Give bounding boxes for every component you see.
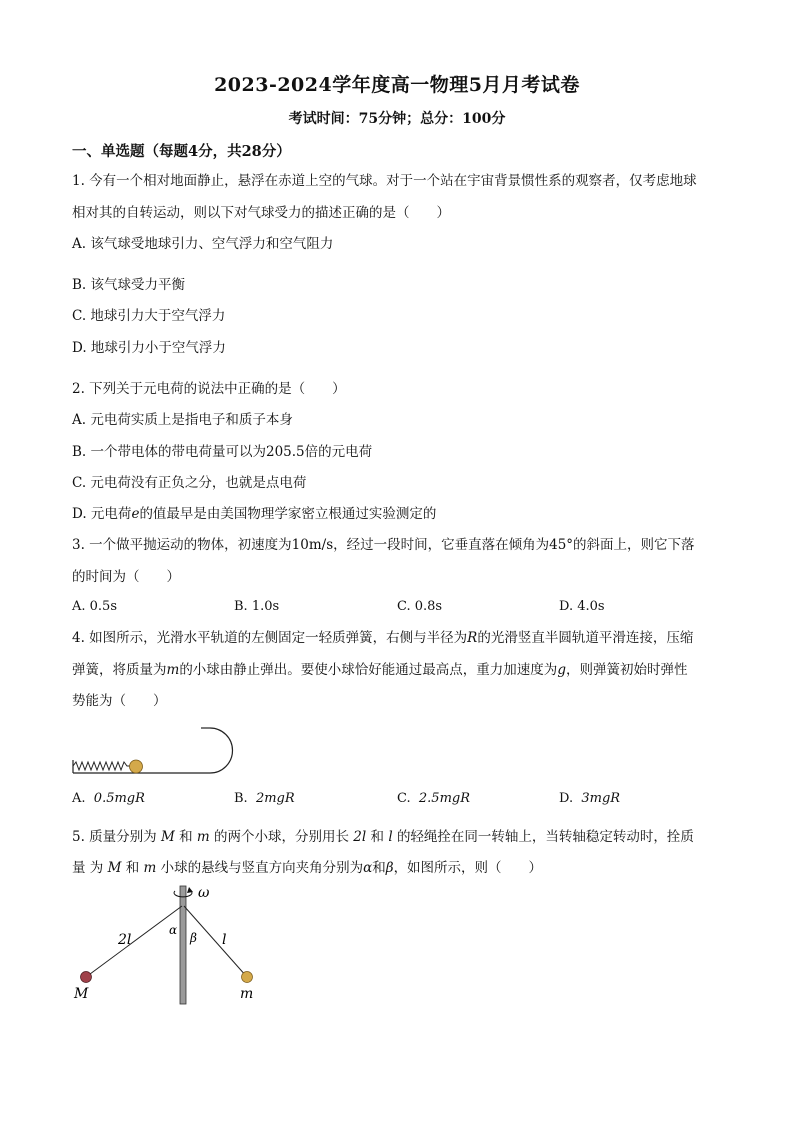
exam-info: 考试时间：75分钟；总分：100分	[288, 111, 506, 127]
ball-m	[242, 972, 253, 983]
page-title: 2023-2024学年度高一物理5月月考试卷	[214, 74, 580, 96]
q5-l1-post: 的轻绳拴在同一转轴上，当转轴稳定转动时，拴质	[396, 829, 694, 845]
rotation-axis-shaft	[180, 886, 186, 1004]
omega-label: ω	[198, 885, 210, 901]
rotation-arrowhead	[187, 887, 193, 893]
q2-stem: 2. 下列关于元电荷的说法中正确的是（ ）	[72, 381, 346, 397]
q5-l1-pre: 5. 质量分别为	[72, 829, 157, 845]
q5-l1-and: 和	[179, 829, 193, 845]
q4-line2-post: ，则弹簧初始时弹性	[565, 662, 688, 678]
label-M: M	[74, 986, 89, 1002]
label-alpha: α	[169, 923, 178, 937]
q5-l2-pre: 量 为	[72, 860, 104, 876]
q5-l2-and: 和	[125, 860, 140, 876]
q4-option-d-value: 3mgR	[581, 791, 621, 806]
string-long	[86, 906, 182, 977]
q2-option-d-post: 的值最早是由美国物理学家密立根通过实验测定的	[139, 506, 437, 522]
q1-stem-line1: 1. 今有一个相对地面静止，悬浮在赤道上空的气球。对于一个站在宇宙背景惯性系的观察者，仅考虑地球	[72, 173, 697, 189]
q5-l2-M: M	[107, 860, 122, 876]
q5-l1-2l: 2l	[353, 829, 367, 845]
q4-option-c	[397, 790, 470, 808]
semicircle-track	[210, 728, 233, 773]
label-l: l	[222, 932, 227, 948]
q4-stem-line2	[72, 661, 687, 679]
label-m: m	[240, 986, 254, 1002]
spring	[73, 762, 131, 770]
q4-option-c-label: C.	[397, 791, 411, 806]
q5-l2-m: m	[143, 860, 157, 876]
q4-line1-post: 的光滑竖直半圆轨道平滑连接，压缩	[477, 630, 694, 646]
q3-option-b: B. 1.0s	[234, 599, 280, 614]
q4-stem-line1	[72, 629, 693, 647]
q4-option-d-label: D.	[559, 791, 574, 806]
q2-option-d-var: e	[131, 506, 140, 522]
q1-option-c: C. 地球引力大于空气浮力	[72, 308, 226, 324]
q2-option-d-pre: D. 元电荷	[72, 506, 132, 522]
q5-figure-rotating-pendulums	[68, 880, 268, 1010]
q4-line2-var2: g	[557, 662, 566, 678]
q2-option-b: B. 一个带电体的带电荷量可以为205.5倍的元电荷	[72, 444, 373, 460]
q5-l2-beta: β	[385, 860, 394, 876]
q5-l2-post: ，如图所示，则（ ）	[393, 860, 543, 876]
label-beta: β	[190, 931, 197, 945]
q5-l1-l: l	[388, 829, 393, 845]
q4-stem-line3: 势能为（ ）	[72, 693, 167, 709]
ball	[130, 760, 143, 773]
q4-option-b	[234, 790, 295, 808]
label-2l: 2l	[118, 932, 132, 948]
q1-stem-line2: 相对其的自转运动，则以下对气球受力的描述正确的是（ ）	[72, 205, 450, 221]
q4-option-c-value: 2.5mgR	[418, 791, 471, 806]
q3-option-c: C. 0.8s	[397, 599, 443, 614]
q2-option-a: A. 元电荷实质上是指电子和质子本身	[72, 412, 293, 428]
q5-l1-m: m	[196, 829, 210, 845]
q5-stem-line1	[72, 828, 694, 846]
q5-l2-alpha: α	[363, 860, 373, 876]
ball-M	[81, 972, 92, 983]
q4-option-b-value: 2mgR	[255, 791, 295, 806]
q1-option-b: B. 该气球受力平衡	[72, 277, 186, 293]
q1-option-d: D. 地球引力小于空气浮力	[72, 340, 226, 356]
q4-line1-var: R	[467, 630, 478, 646]
q4-line1-pre: 4. 如图所示，光滑水平轨道的左侧固定一轻质弹簧，右侧与半径为	[72, 630, 468, 646]
q5-l1-M: M	[160, 829, 175, 845]
q2-option-d	[72, 505, 436, 523]
q3-option-d: D. 4.0s	[559, 599, 605, 614]
q3-stem-line2: 的时间为（ ）	[72, 569, 180, 585]
q1-option-a: A. 该气球受地球引力、空气浮力和空气阻力	[72, 236, 334, 252]
q2-option-c: C. 元电荷没有正负之分，也就是点电荷	[72, 475, 307, 491]
q4-line2-pre: 弹簧，将质量为	[72, 662, 167, 678]
q5-l2-and2: 和	[372, 860, 386, 876]
q4-option-a-label: A.	[72, 791, 86, 806]
q5-stem-line2	[72, 859, 542, 877]
q4-line2-mid: 的小球由静止弹出。要使小球恰好能通过最高点，重力加速度为	[179, 662, 558, 678]
q4-option-d	[559, 790, 620, 808]
q4-figure-spring-track	[70, 714, 245, 776]
section-heading: 一、单选题（每题4分，共28分）	[72, 143, 291, 160]
q5-l1-and2: 和	[370, 829, 385, 845]
q4-option-b-label: B.	[234, 791, 248, 806]
q5-l2-mid: 小球的悬线与竖直方向夹角分别为	[160, 860, 364, 876]
q3-option-a: A. 0.5s	[72, 599, 117, 614]
q4-line2-var: m	[166, 662, 180, 678]
q4-option-a-value: 0.5mgR	[93, 791, 145, 806]
q3-stem-line1: 3. 一个做平抛运动的物体，初速度为10m/s，经过一段时间，它垂直落在倾角为45°的斜面上，则它下落	[72, 537, 695, 553]
q4-option-a	[72, 790, 145, 808]
q5-l1-mid: 的两个小球，分别用长	[214, 829, 349, 845]
